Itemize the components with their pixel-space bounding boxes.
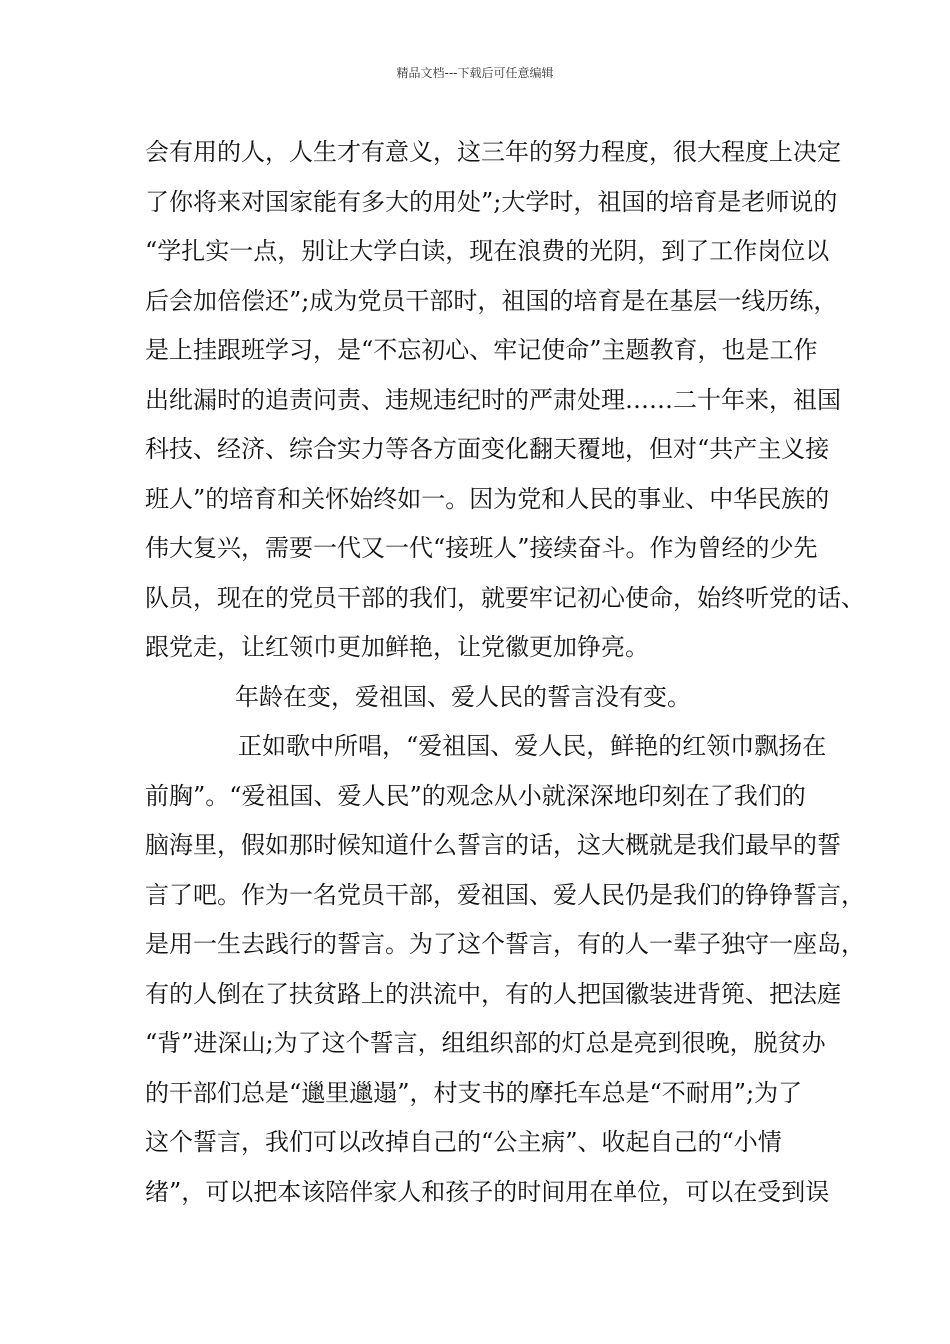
text-line: 是用一生去践行的誓言。为了这个誓言，有的人一辈子独守一座岛，: [145, 930, 865, 958]
text-line: 的干部们总是“邋里邋遢”，村支书的摩托车总是“不耐用”;为了: [145, 1078, 803, 1107]
text-line: 伟大复兴，需要一代又一代“接班人”接续奋斗。作为曾经的少先: [145, 534, 818, 562]
text-line: 言了吧。作为一名党员干部，爱祖国、爱人民仍是我们的铮铮誓言，: [145, 880, 865, 909]
text-line: 脑海里，假如那时候知道什么誓言的话，这大概就是我们最早的誓: [145, 831, 841, 859]
text-line: “学扎实一点，别让大学白读，现在浪费的光阴，到了工作岗位以: [145, 237, 830, 265]
text-line: 班人”的培育和关怀始终如一。因为党和人民的事业、中华民族的: [145, 484, 830, 513]
text-line: 队员，现在的党员干部的我们，就要牢记初心使命，始终听党的话、: [145, 583, 865, 612]
text-line: 科技、经济、综合实力等各方面变化翻天覆地，但对“共产主义接: [145, 435, 830, 463]
text-line: 是上挂跟班学习，是“不忘初心、牢记使命”主题教育，也是工作: [145, 336, 818, 364]
text-line: 了你将来对国家能有多大的用处”;大学时，祖国的培育是老师说的: [145, 187, 838, 216]
text-line: 有的人倒在了扶贫路上的洪流中，有的人把国徽装进背篼、把法庭: [145, 979, 841, 1008]
text-line: 后会加倍偿还”;成为党员干部时，祖国的培育是在基层一线历练，: [145, 286, 838, 315]
page-header: 精品文档---下载后可任意编辑: [396, 66, 554, 80]
text-line: 会有用的人，人生才有意义，这三年的努力程度，很大程度上决定: [145, 138, 841, 166]
text-line: “背”进深山;为了这个誓言，组组织部的灯总是亮到很晚，脱贫办: [145, 1029, 826, 1057]
text-line: 跟党走，让红领巾更加鲜艳，让党徽更加铮亮。: [145, 633, 649, 661]
section-heading: 年龄在变，爱祖国、爱人民的誓言没有变。: [235, 682, 691, 711]
text-line: 这个誓言，我们可以改掉自己的“公主病”、收起自己的“小情: [145, 1128, 782, 1156]
document-body: [145, 128, 865, 1217]
text-line: 前胸”。“爱祖国、爱人民”的观念从小就深深地印刻在了我们的: [145, 781, 806, 810]
paragraph-start-line: 正如歌中所唱，“爱祖国、爱人民，鲜艳的红领巾飘扬在: [238, 732, 827, 760]
text-line: 出纰漏时的追责问责、违规违纪时的严肃处理……二十年来，祖国: [145, 385, 841, 414]
text-line: 绪”，可以把本该陪伴家人和孩子的时间用在单位，可以在受到误: [145, 1177, 830, 1206]
